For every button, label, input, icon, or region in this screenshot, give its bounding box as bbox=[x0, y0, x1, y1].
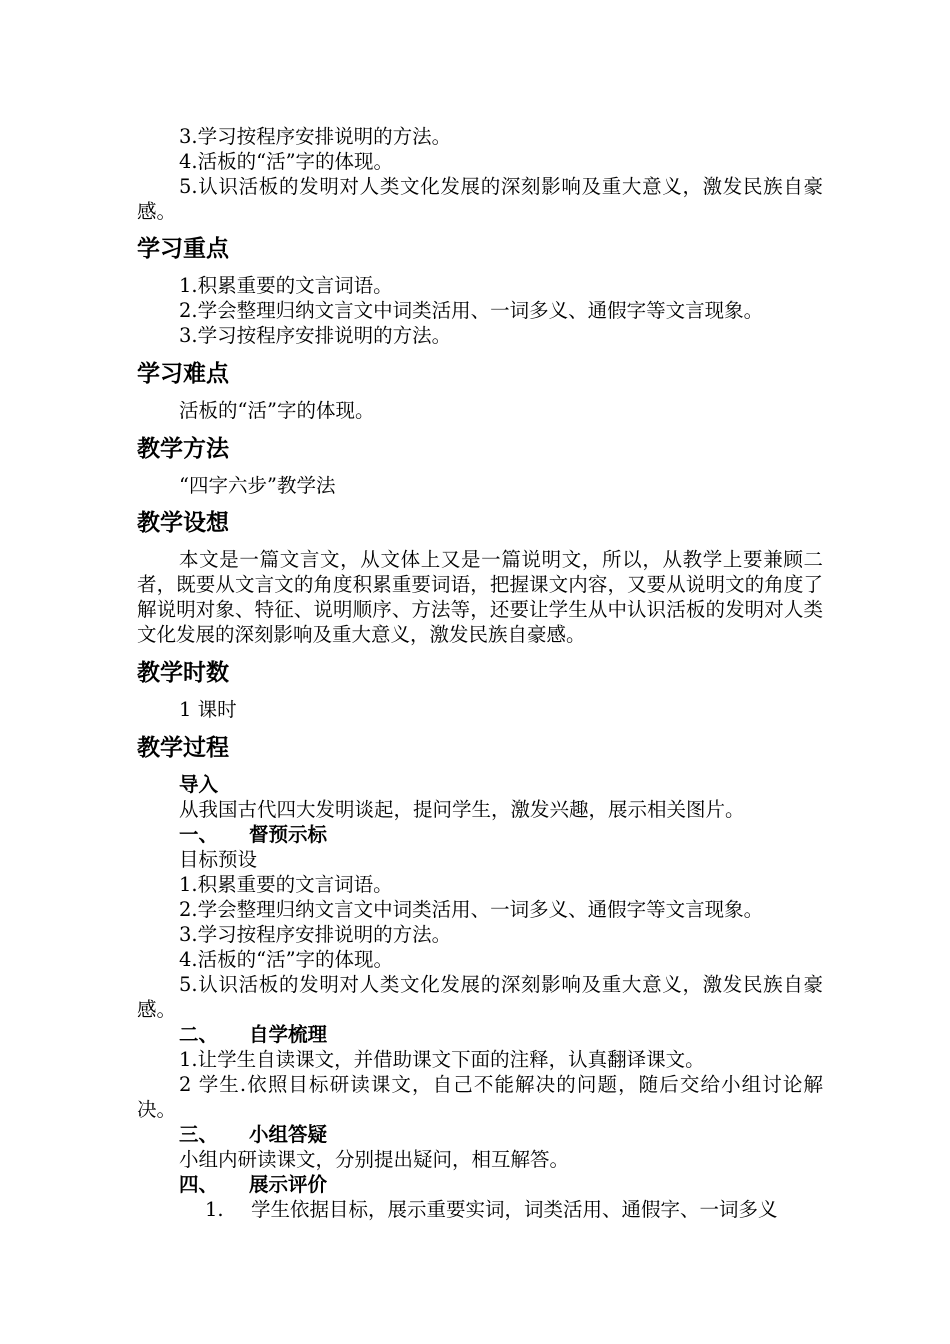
method-text: “四字六步”教学法 bbox=[179, 474, 336, 497]
heading-difficulties: 学习难点 bbox=[137, 361, 229, 387]
step-4-title: 展示评价 bbox=[249, 1173, 328, 1196]
step-4-item-1 bbox=[205, 1197, 778, 1222]
heading-method: 教学方法 bbox=[137, 436, 229, 462]
step-1-item-4: 4.活板的“活”字的体现。 bbox=[179, 948, 394, 971]
heading-process: 教学过程 bbox=[137, 735, 229, 761]
step-1-number: 一、 bbox=[179, 823, 219, 846]
step-4-item-1-text: 学生依据目标，展示重要实词，词类活用、通假字、一词多义 bbox=[251, 1198, 778, 1221]
difficulty-text: 活板的“活”字的体现。 bbox=[179, 399, 375, 422]
heading-hours: 教学时数 bbox=[137, 660, 229, 686]
step-1-item-2: 2.学会整理归纳文言文中词类活用、一词多义、通假字等文言现象。 bbox=[179, 898, 764, 921]
process-intro-title: 导入 bbox=[179, 773, 219, 796]
step-3-heading bbox=[179, 1122, 327, 1147]
step-1-title: 督预示标 bbox=[249, 823, 328, 846]
step-3-title: 小组答疑 bbox=[249, 1123, 328, 1146]
concept-text: 本文是一篇文言文，从文体上又是一篇说明文，所以，从教学上要兼顾二者，既要从文言文的角度积累重要词语，把握课文内容，又要从说明文的角度了解说明对象、特征、说明顺序、方法等，还要让学生从中认识活板的发明对人类文化发展的深刻影响及重大意义，激发民族自豪感。 bbox=[137, 548, 823, 646]
heading-concept: 教学设想 bbox=[137, 510, 229, 536]
step-1-item-3: 3.学习按程序安排说明的方法。 bbox=[179, 923, 452, 946]
goal-line-4: 4.活板的“活”字的体现。 bbox=[179, 150, 394, 173]
heading-key-points: 学习重点 bbox=[137, 236, 229, 262]
step-3-number: 三、 bbox=[179, 1123, 219, 1146]
goal-line-5: 5.认识活板的发明对人类文化发展的深刻影响及重大意义，激发民族自豪感。 bbox=[137, 175, 823, 223]
step-1-item-1: 1.积累重要的文言词语。 bbox=[179, 873, 393, 896]
step-4-number: 四、 bbox=[179, 1173, 219, 1196]
step-1-item-5: 5.认识活板的发明对人类文化发展的深刻影响及重大意义，激发民族自豪感。 bbox=[137, 973, 823, 1021]
goal-line-3: 3.学习按程序安排说明的方法。 bbox=[179, 125, 452, 148]
step-2-item-1: 1.让学生自读课文，并借助课文下面的注释，认真翻译课文。 bbox=[179, 1048, 705, 1071]
step-1-label: 目标预设 bbox=[179, 848, 258, 871]
step-1-heading bbox=[179, 822, 327, 847]
step-3-text: 小组内研读课文，分别提出疑问，相互解答。 bbox=[179, 1148, 570, 1171]
key-point-1: 1.积累重要的文言词语。 bbox=[179, 274, 393, 297]
key-point-2: 2.学会整理归纳文言文中词类活用、一词多义、通假字等文言现象。 bbox=[179, 299, 764, 322]
step-2-number: 二、 bbox=[179, 1023, 219, 1046]
hours-text: 1 课时 bbox=[179, 698, 237, 721]
process-intro-text: 从我国古代四大发明谈起，提问学生，激发兴趣，展示相关图片。 bbox=[179, 798, 745, 821]
step-4-item-1-number: 1. bbox=[205, 1198, 224, 1221]
step-2-title: 自学梳理 bbox=[249, 1023, 328, 1046]
key-point-3: 3.学习按程序安排说明的方法。 bbox=[179, 324, 452, 347]
step-4-heading bbox=[179, 1172, 327, 1197]
step-2-item-2: 2 学生.依照目标研读课文，自己不能解决的问题，随后交给小组讨论解决。 bbox=[137, 1073, 823, 1121]
step-2-heading bbox=[179, 1022, 327, 1047]
